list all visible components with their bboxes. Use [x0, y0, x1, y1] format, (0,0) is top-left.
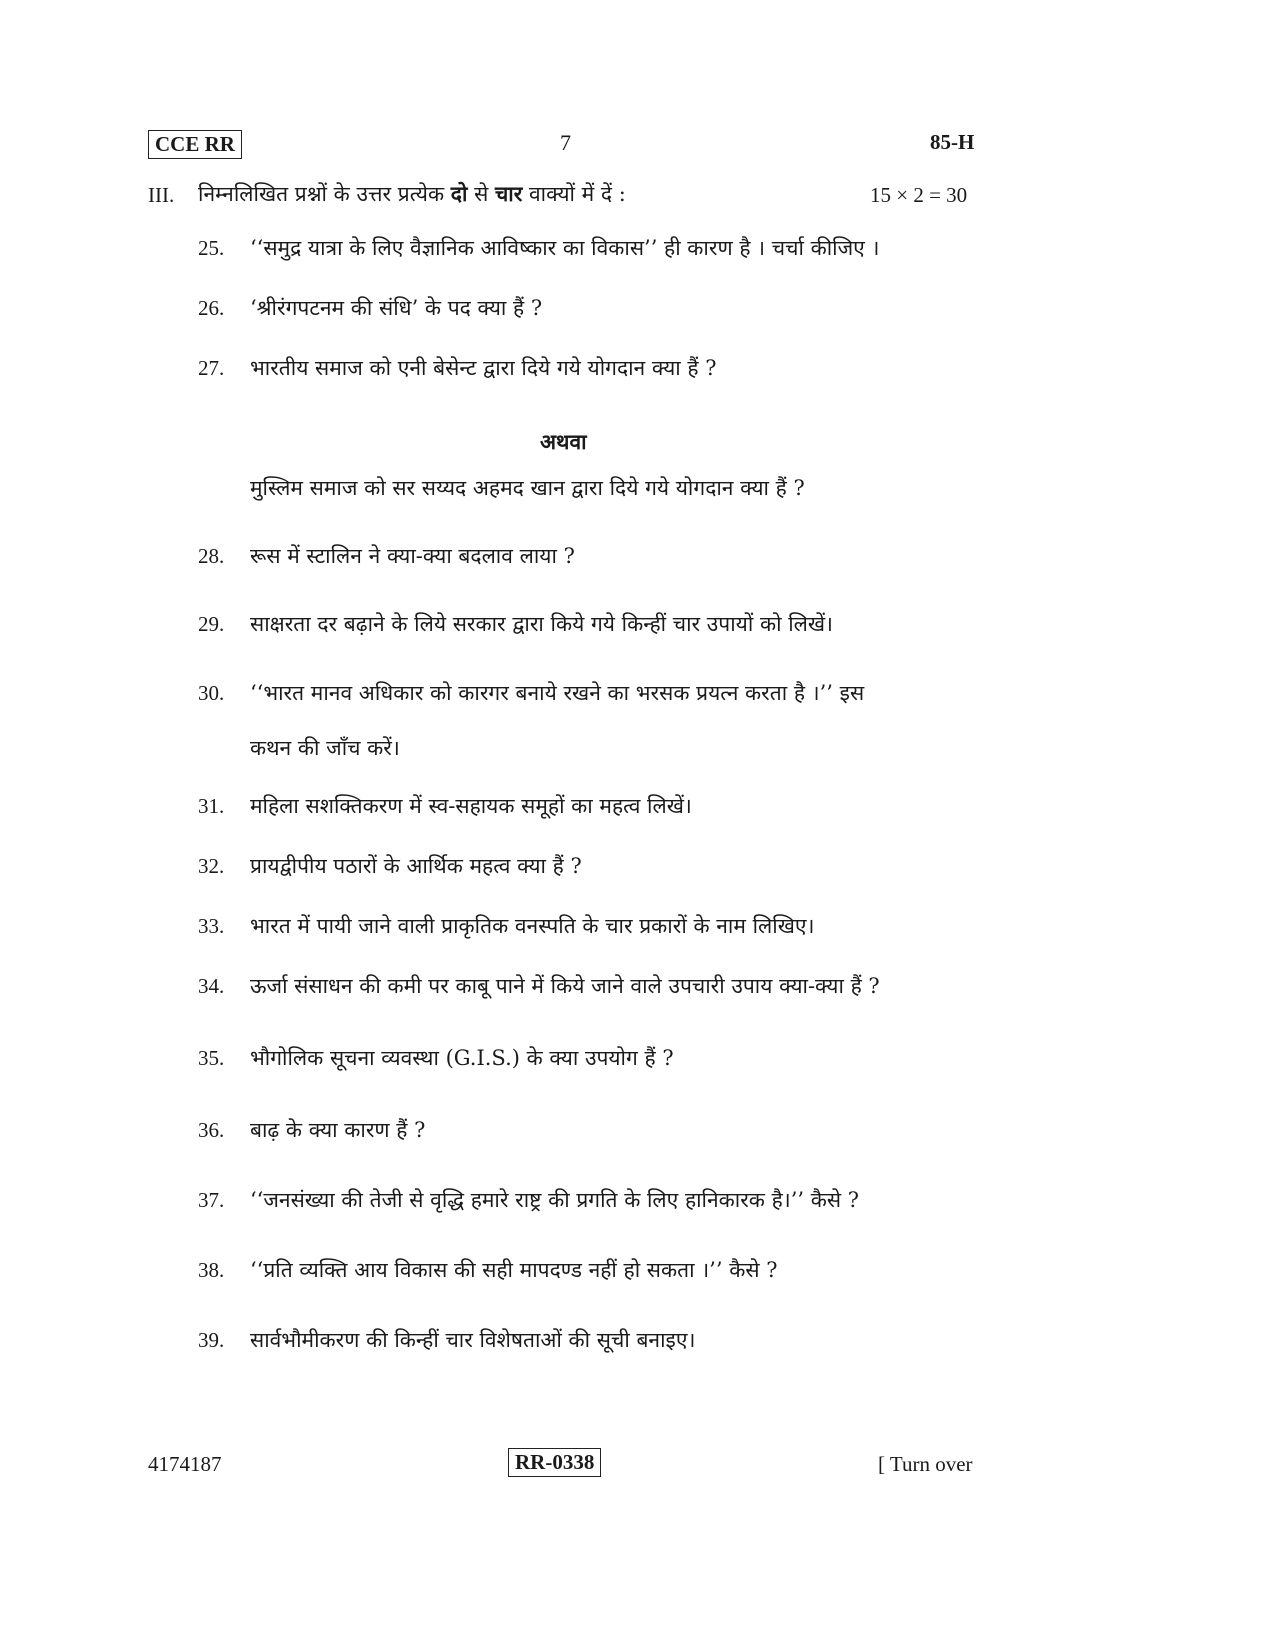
- question-26: 26. ‘श्रीरंगपटनम की संधि’ के पद क्या हैं ?: [198, 296, 543, 320]
- question-27: 27. भारतीय समाज को एनी बेसेन्ट द्वारा दिये गये योगदान क्या हैं ?: [198, 356, 717, 380]
- question-38: 38. ‘‘प्रति व्यक्ति आय विकास की सही मापदण्ड नहीं हो सकता ।’’ कैसे ?: [198, 1258, 778, 1282]
- section-number: III.: [148, 183, 175, 207]
- page-number: 7: [560, 130, 571, 155]
- section-marks: 15 × 2 = 30: [870, 183, 968, 207]
- turn-over-note: [ Turn over: [878, 1452, 973, 1476]
- question-27-alternative: मुस्लिम समाज को सर सय्यद अहमद खान द्वारा दिये गये योगदान क्या हैं ?: [250, 476, 805, 500]
- question-30: 30. ‘‘भारत मानव अधिकार को कारगर बनाये रखने का भरसक प्रयत्न करता है ।’’ इस: [198, 681, 865, 705]
- question-35: 35. भौगोलिक सूचना व्यवस्था (G.I.S.) के क्या उपयोग हैं ?: [198, 1046, 674, 1070]
- question-30-continuation: कथन की जाँच करें।: [250, 736, 400, 760]
- question-33: 33. भारत में पायी जाने वाली प्राकृतिक वनस्पति के चार प्रकारों के नाम लिखिए।: [198, 914, 815, 938]
- or-separator: अथवा: [540, 429, 587, 454]
- footer-serial-number: 4174187: [148, 1452, 222, 1476]
- question-37: 37. ‘‘जनसंख्या की तेजी से वृद्धि हमारे राष्ट्र की प्रगति के लिए हानिकारक है।’’ कैसे ?: [198, 1188, 859, 1212]
- section-instruction: निम्नलिखित प्रश्नों के उत्तर प्रत्येक दो से चार वाक्यों में दें :: [198, 181, 626, 206]
- header-code: CCE RR: [148, 130, 242, 159]
- question-25: 25. ‘‘समुद्र यात्रा के लिए वैज्ञानिक आविष्कार का विकास’’ ही कारण है । चर्चा कीजिए ।: [198, 236, 880, 260]
- question-34: 34. ऊर्जा संसाधन की कमी पर काबू पाने में किये जाने वाले उपचारी उपाय क्या-क्या हैं ?: [198, 974, 880, 998]
- question-29: 29. साक्षरता दर बढ़ाने के लिये सरकार द्वारा किये गये किन्हीं चार उपायों को लिखें।: [198, 612, 834, 636]
- question-39: 39. सार्वभौमीकरण की किन्हीं चार विशेषताओं की सूची बनाइए।: [198, 1328, 696, 1352]
- question-36: 36. बाढ़ के क्या कारण हैं ?: [198, 1118, 426, 1142]
- footer-paper-code: RR-0338: [508, 1448, 601, 1477]
- question-28: 28. रूस में स्टालिन ने क्या-क्या बदलाव लाया ?: [198, 544, 575, 568]
- question-32: 32. प्रायद्वीपीय पठारों के आर्थिक महत्व क्या हैं ?: [198, 854, 582, 878]
- subject-code: 85-H: [930, 130, 975, 154]
- question-31: 31. महिला सशक्तिकरण में स्व-सहायक समूहों का महत्व लिखें।: [198, 794, 692, 818]
